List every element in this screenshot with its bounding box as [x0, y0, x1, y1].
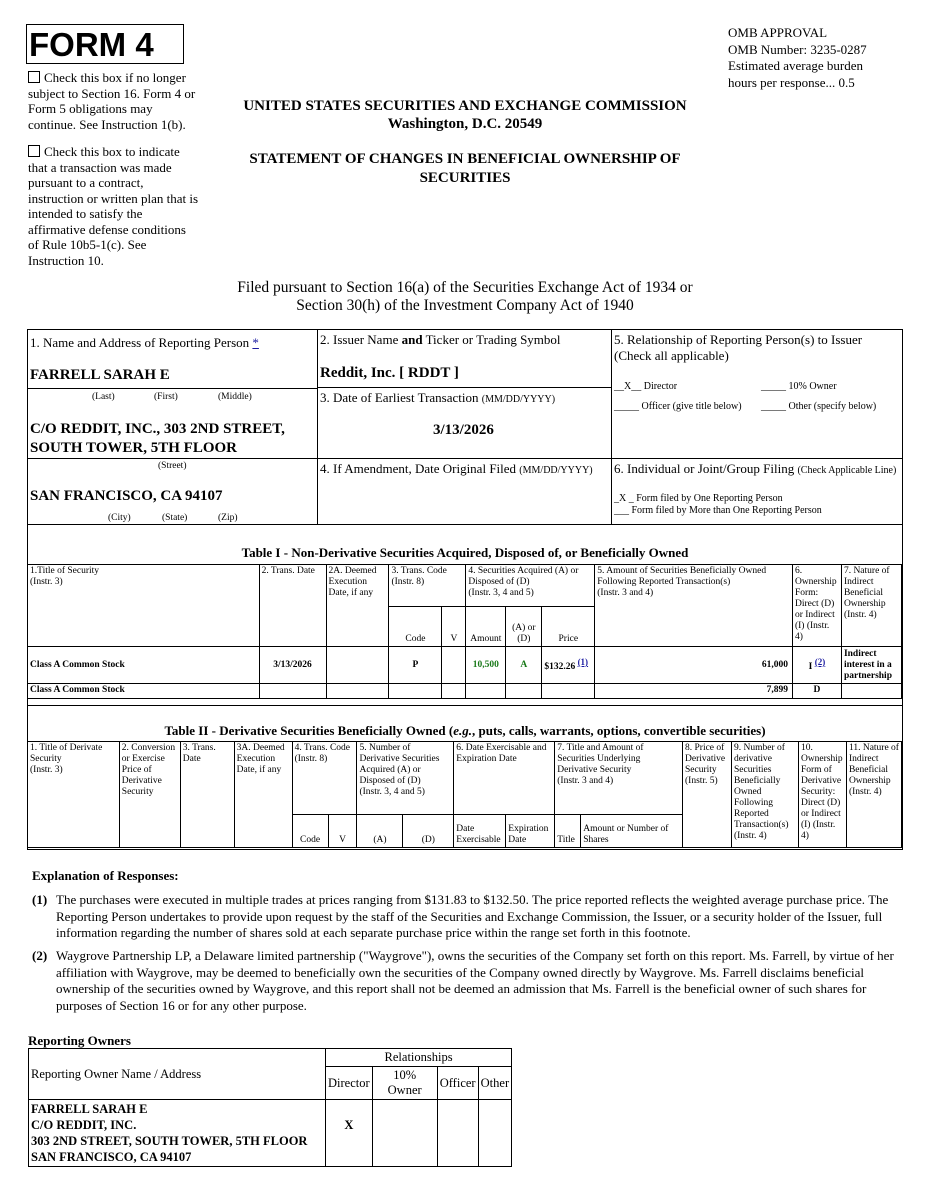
table1-title: Table I - Non-Derivative Securities Acquired, Disposed of, or Beneficially Owned — [241, 545, 689, 560]
sub-title: Title — [555, 815, 581, 848]
address-line: SAN FRANCISCO, CA 94107 — [31, 1150, 192, 1164]
city-label: (City) — [108, 513, 131, 523]
table2-title: Table II - Derivative Securities Beneficially Owned (e.g., puts, calls, warrants, options, convertible securities) — [164, 723, 766, 738]
col-director: Director — [326, 1067, 373, 1100]
owner-address — [29, 1100, 326, 1167]
sub-amount: Amount — [466, 607, 506, 647]
cell-code: P — [389, 647, 442, 684]
sub-code: Code — [389, 607, 442, 647]
cell-nature — [841, 684, 901, 699]
cell-nature: Indirect interest in a partnership — [841, 647, 901, 684]
asterisk-link[interactable]: * — [252, 335, 259, 350]
street-label: (Street) — [158, 461, 187, 471]
omb-line: OMB Number: 3235-0287 — [728, 41, 867, 57]
footnote-number: (1) — [32, 892, 48, 907]
box1-label: 1. Name and Address of Reporting Person * — [30, 335, 259, 350]
col-date-exercisable: 6. Date Exercisable and Expiration Date — [454, 742, 555, 815]
state-label: (State) — [162, 513, 188, 523]
agency-name: UNITED STATES SECURITIES AND EXCHANGE COMMISSION — [243, 98, 687, 114]
omb-line: hours per response... 0.5 — [728, 74, 855, 90]
check-text: pursuant to a contract, — [28, 175, 144, 190]
address-line: FARRELL SARAH E — [31, 1102, 148, 1116]
cell-form: I (2) — [792, 647, 841, 684]
ten-percent-mark — [372, 1100, 437, 1167]
reporting-info-grid — [27, 329, 903, 525]
rule10b5-checkbox[interactable] — [28, 145, 40, 157]
check-text: affirmative defense conditions — [28, 221, 186, 237]
explanation-heading: Explanation of Responses: — [32, 868, 179, 883]
sub-d: (D) — [403, 815, 454, 848]
col-conversion-price: 2. Conversion or Exercise Price of Derivative Security — [119, 742, 180, 848]
table-row — [29, 1100, 512, 1167]
col-trans-code: 4. Trans. Code (Instr. 8) — [292, 742, 357, 815]
footnote-1-link[interactable]: (1) — [577, 656, 589, 667]
box6-label: 6. Individual or Joint/Group Filing (Check Applicable Line) — [614, 461, 897, 476]
col-title-amount: 7. Title and Amount of Securities Underlying Derivative Security (Instr. 3 and 4) — [555, 742, 683, 815]
director-mark: X — [326, 1100, 373, 1167]
check-text: Form 5 obligations may — [28, 101, 153, 116]
sub-a-or-d: (A) or (D) — [506, 607, 542, 647]
cell-title: Class A Common Stock — [28, 684, 260, 699]
sub-v: V — [442, 607, 466, 647]
col-ownership-form: 6. Ownership Form: Direct (D) or Indirect (I) (Instr. 4) — [792, 565, 841, 647]
more-persons-checkbox[interactable]: ___ Form filed by More than One Reporting Person — [614, 505, 822, 516]
col-num-owned: 9. Number of derivative Securities Beneficially Owned Following Reported Transaction(s) (Instr. 4) — [731, 742, 798, 848]
filed-pursuant: Section 30(h) of the Investment Company Act of 1940 — [296, 297, 634, 314]
statement-title: STATEMENT OF CHANGES IN BENEFICIAL OWNERSHIP OF — [249, 151, 681, 167]
cell-price — [542, 684, 595, 699]
check-text: subject to Section 16. Form 4 or — [28, 85, 196, 101]
reporting-person-name: FARRELL SARAH E — [30, 367, 170, 383]
col-owner-name: Reporting Owner Name / Address — [29, 1049, 326, 1100]
col-trans-date: 2. Trans. Date — [259, 565, 326, 647]
check-text: continue. See Instruction 1(b). — [28, 116, 186, 132]
col-title-security: 1.Title of Security (Instr. 3) — [28, 565, 260, 647]
cell-a-or-d: A — [506, 647, 542, 684]
col-num-derivative: 5. Number of Derivative Securities Acquired (A) or Disposed of (D) (Instr. 3, 4 and 5) — [357, 742, 454, 815]
earliest-transaction-date: 3/13/2026 — [433, 422, 494, 438]
table1 — [27, 564, 902, 699]
sub-v: V — [328, 815, 357, 848]
check-text: intended to satisfy the — [28, 206, 143, 221]
statement-title: SECURITIES — [419, 170, 511, 186]
col-deemed-date: 3A. Deemed Execution Date, if any — [234, 742, 292, 848]
col-derivative-title: 1. Title of Derivate Security (Instr. 3) — [28, 742, 120, 848]
check-text: Check this box if no longer — [44, 70, 186, 85]
other-mark — [478, 1100, 511, 1167]
officer-mark — [437, 1100, 478, 1167]
street-line: SOUTH TOWER, 5TH FLOOR — [30, 440, 237, 456]
cell-code — [389, 684, 442, 699]
cell-price: $132.26 (1) — [542, 647, 595, 684]
box5-label: (Check all applicable) — [614, 348, 729, 363]
officer-checkbox[interactable]: _____ Officer (give title below) — [614, 401, 742, 412]
col-nature: 11. Nature of Indirect Beneficial Ownership (Instr. 4) — [846, 742, 901, 848]
col-amount-owned: 5. Amount of Securities Beneficially Owned Following Reported Transaction(s) (Instr. 3 and 4) — [595, 565, 793, 647]
zip-label: (Zip) — [218, 513, 238, 523]
director-checkbox[interactable]: __X__ Director — [614, 381, 678, 392]
table1-section — [27, 524, 903, 706]
one-person-checkbox[interactable]: _X _ Form filed by One Reporting Person — [614, 493, 783, 504]
cell-form: D — [792, 684, 841, 699]
sub-code: Code — [292, 815, 328, 848]
table2 — [27, 741, 902, 848]
form-title: FORM 4 — [26, 24, 184, 64]
sub-date-exercisable: Date Exercisable — [454, 815, 506, 848]
filed-pursuant: Filed pursuant to Section 16(a) of the Securities Exchange Act of 1934 or — [237, 279, 693, 296]
other-checkbox[interactable]: _____ Other (specify below) — [761, 401, 877, 412]
footnote-text: The purchases were executed in multiple trades at prices ranging from $131.83 to $132.50. The price reported reflects the weighted average purchase price. The Reporting Person undertakes to provide upon request by the staff of the Securities and Exchange Commission, the Issuer, or a security holder of the Issuer, full information regarding the number of shares sold at each separate purchase price within the range set forth in this footnote. — [56, 892, 889, 940]
footnote-number: (2) — [32, 948, 48, 963]
footnote-text: Waygrove Partnership LP, a Delaware limited partnership ("Waygrove"), owns the securities of the Company set forth on this report. Ms. Farrell, by virtue of her affiliation with Waygrove, may be deemed to beneficially own the securities of the Company owned directly by Waygrove. Ms. Farrell disclaims beneficial ownership of the securities owned by Waygrove, and this report shall not be deemed an admission that Ms. Farrell is the beneficial owner of such shares for purposes of Section 16 or for any other purpose. — [56, 948, 894, 1013]
cell-amount — [466, 684, 506, 699]
section16-checkbox[interactable] — [28, 71, 40, 83]
check-text: instruction or written plan that is — [28, 190, 199, 206]
omb-line: OMB APPROVAL — [728, 25, 828, 40]
rule10b5-check — [28, 144, 206, 268]
col-price-derivative: 8. Price of Derivative Security (Instr. 5) — [683, 742, 732, 848]
cell-title: Class A Common Stock — [28, 647, 260, 684]
footnote-2 — [32, 948, 892, 1014]
col-trans-date: 3. Trans. Date — [180, 742, 234, 848]
table2-section — [27, 705, 903, 850]
check-text: Instruction 10. — [28, 252, 104, 268]
city-state-zip: SAN FRANCISCO, CA 94107 — [30, 488, 223, 504]
col-trans-code: 3. Trans. Code (Instr. 8) — [389, 565, 466, 607]
address-line: C/O REDDIT, INC. — [31, 1118, 137, 1132]
col-deemed-date: 2A. Deemed Execution Date, if any — [326, 565, 389, 647]
ten-percent-owner-checkbox[interactable]: _____ 10% Owner — [761, 381, 837, 392]
sub-a: (A) — [357, 815, 403, 848]
check-text: Check this box to indicate — [44, 144, 180, 159]
cell-date: 3/13/2026 — [259, 647, 326, 684]
sub-expiration: Expiration Date — [506, 815, 555, 848]
box3-label: 3. Date of Earliest Transaction (MM/DD/YYYY) — [320, 390, 556, 405]
section16-check — [28, 70, 206, 132]
col-other: Other — [478, 1067, 511, 1100]
cell-date — [259, 684, 326, 699]
table-row — [28, 684, 902, 699]
col-ten-percent: 10% Owner — [372, 1067, 437, 1100]
cell-deemed — [326, 647, 389, 684]
sub-amount-shares: Amount or Number of Shares — [581, 815, 683, 848]
col-officer: Officer — [437, 1067, 478, 1100]
sub-price: Price — [542, 607, 595, 647]
cell-owned: 7,899 — [595, 684, 793, 699]
check-text: that a transaction was made — [28, 159, 172, 175]
footnote-2-link[interactable]: (2) — [814, 656, 826, 667]
cell-a-or-d — [506, 684, 542, 699]
col-nature: 7. Nature of Indirect Beneficial Ownership (Instr. 4) — [841, 565, 901, 647]
middle-label: (Middle) — [218, 392, 252, 402]
address-line: 303 2ND STREET, SOUTH TOWER, 5TH FLOOR — [31, 1134, 308, 1148]
col-securities-acquired: 4. Securities Acquired (A) or Disposed of (D) (Instr. 3, 4 and 5) — [466, 565, 595, 607]
omb-approval — [728, 25, 867, 91]
street-line: C/O REDDIT, INC., 303 2ND STREET, — [30, 421, 285, 437]
cell-owned: 61,000 — [595, 647, 793, 684]
issuer-name: Reddit, Inc. [ RDDT ] — [320, 365, 459, 381]
reporting-owners-heading: Reporting Owners — [28, 1033, 131, 1048]
first-label: (First) — [154, 392, 178, 402]
reporting-owners-table — [28, 1048, 512, 1167]
table-row — [28, 647, 902, 684]
cell-v — [442, 684, 466, 699]
cell-v — [442, 647, 466, 684]
col-ownership-form: 10. Ownership Form of Derivative Security: Direct (D) or Indirect (I) (Instr. 4) — [798, 742, 846, 848]
box5-label: 5. Relationship of Reporting Person(s) to Issuer — [614, 332, 863, 347]
omb-line: Estimated average burden — [728, 58, 863, 73]
check-text: of Rule 10b5-1(c). See — [28, 237, 147, 252]
explanation-section — [32, 868, 902, 1013]
agency-city: Washington, D.C. 20549 — [387, 116, 543, 132]
cell-deemed — [326, 684, 389, 699]
last-label: (Last) — [92, 392, 115, 402]
cell-amount: 10,500 — [466, 647, 506, 684]
box2-label: 2. Issuer Name and Ticker or Trading Symbol — [320, 332, 561, 347]
col-relationships: Relationships — [326, 1049, 512, 1067]
box4-label: 4. If Amendment, Date Original Filed (MM/DD/YYYY) — [320, 461, 593, 476]
